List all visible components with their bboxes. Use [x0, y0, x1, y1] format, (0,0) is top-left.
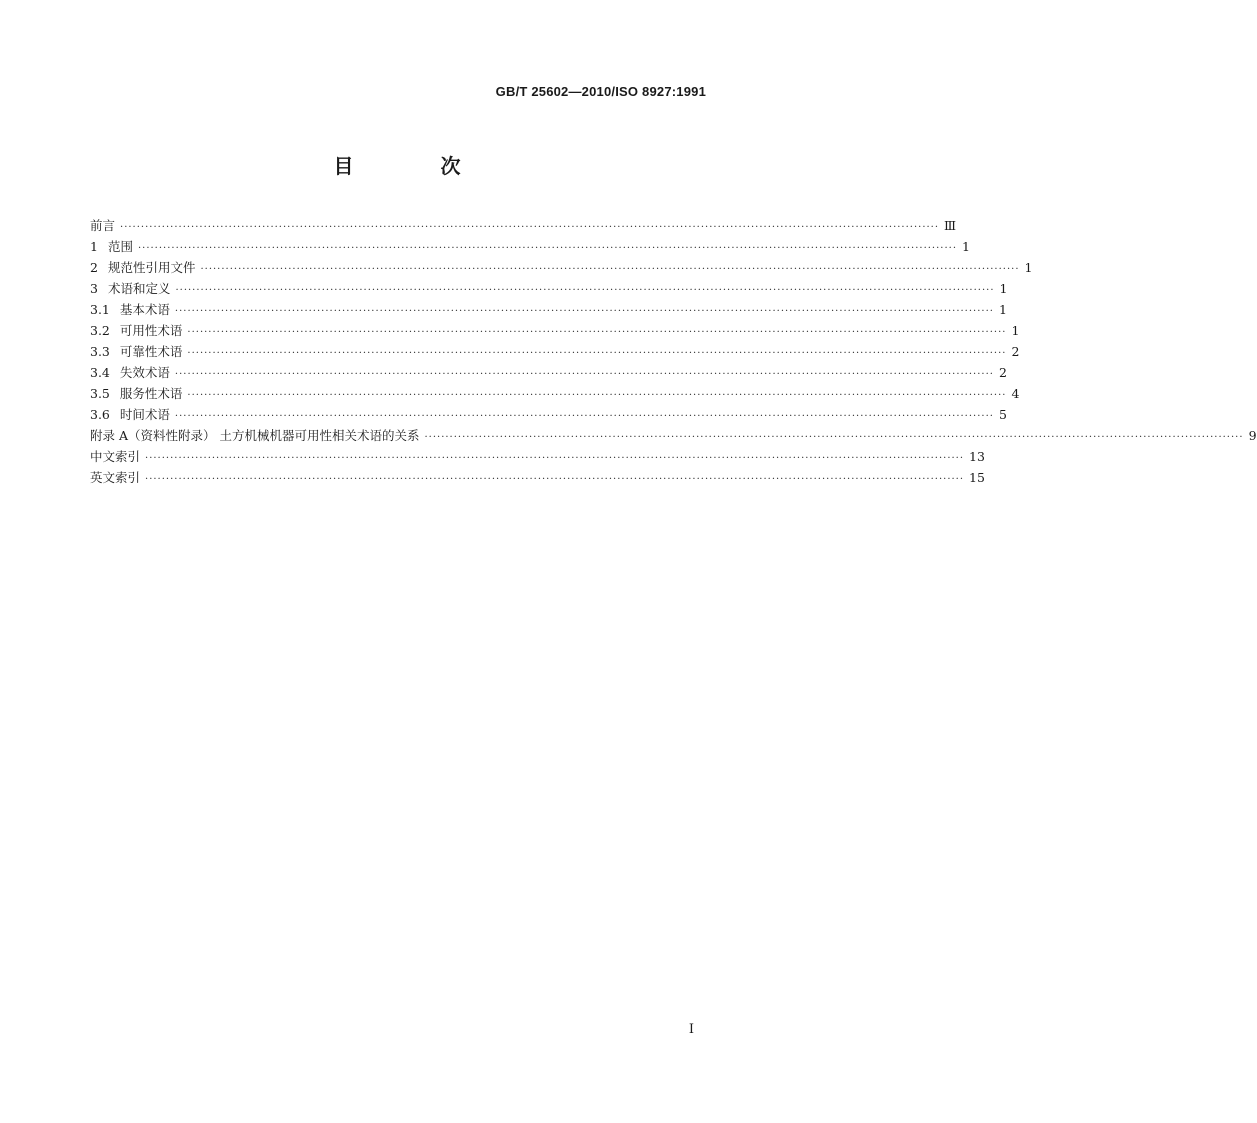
dot-leader: ····································································································································································································: [174, 369, 994, 380]
toc-entry-reliability-terms[interactable]: [90, 341, 1020, 362]
dot-leader: ····································································································································································································: [187, 327, 1007, 338]
toc-label: 中文索引: [90, 449, 141, 464]
toc-page-number: 9: [1248, 428, 1257, 443]
toc-section-number: 1: [90, 239, 98, 254]
toc-entry-time-terms[interactable]: [90, 404, 1007, 425]
toc-label: 3.1 基本术语: [90, 299, 170, 320]
toc-entry-serviceability-terms[interactable]: [90, 383, 1020, 404]
toc-entry-english-index[interactable]: [90, 467, 985, 488]
dot-leader: ····································································································································································································: [187, 390, 1007, 401]
toc-entry-availability-terms[interactable]: [90, 320, 1020, 341]
toc-entry-annex-a[interactable]: [90, 425, 1257, 446]
toc-label: 前言: [90, 218, 116, 233]
toc-label: 1 范围: [90, 236, 133, 257]
dot-leader: ····································································································································································································: [145, 453, 965, 464]
toc-page-number: 4: [1011, 386, 1020, 401]
toc-entry-failure-terms[interactable]: [90, 362, 1007, 383]
toc-page-number: 2: [998, 365, 1007, 380]
toc-page-number: 13: [969, 449, 985, 464]
toc-entry-scope[interactable]: [90, 236, 970, 257]
standard-number: GB/T 25602—2010/ISO 8927:1991: [495, 84, 706, 99]
toc-section-number: 3.2: [90, 323, 110, 338]
toc-page-number: 1: [999, 281, 1008, 296]
toc-label: 3.6 时间术语: [90, 404, 170, 425]
toc-entry-chinese-index[interactable]: [90, 446, 985, 467]
dot-leader: ····································································································································································································: [120, 222, 940, 233]
toc-label: 英文索引: [90, 470, 141, 485]
toc-entry-foreword[interactable]: [90, 215, 957, 236]
page-number: Ⅰ: [688, 1022, 694, 1037]
toc-label: 2 规范性引用文件: [90, 257, 195, 278]
toc-page-number: 15: [969, 470, 985, 485]
toc-section-number: 3.5: [90, 386, 110, 401]
toc-section-number: 3.3: [90, 344, 110, 359]
toc-entry-normative-references[interactable]: [90, 257, 1033, 278]
dot-leader: ····································································································································································································: [424, 432, 1244, 443]
toc-page-number: 2: [1011, 344, 1020, 359]
toc-label: 3.5 服务性术语: [90, 383, 182, 404]
toc-page-number: 1: [1011, 323, 1020, 338]
toc-section-number: 3: [90, 281, 98, 296]
toc-label: 3.3 可靠性术语: [90, 341, 182, 362]
dot-leader: ····································································································································································································: [145, 474, 965, 485]
dot-leader: ····································································································································································································: [175, 285, 995, 296]
toc-page-number: 1: [962, 239, 970, 254]
dot-leader: ····································································································································································································: [137, 243, 957, 254]
toc-entry-basic-terms[interactable]: [90, 299, 1007, 320]
toc-label: 3.4 失效术语: [90, 362, 170, 383]
toc-page-number: 1: [998, 302, 1007, 317]
toc-page-number: Ⅲ: [944, 218, 957, 233]
dot-leader: ····································································································································································································: [187, 348, 1007, 359]
toc-page-number: 1: [1024, 260, 1033, 275]
table-of-contents: [90, 215, 1257, 488]
dot-leader: ····································································································································································································: [200, 264, 1020, 275]
toc-label: 附录 A（资料性附录） 土方机械机器可用性相关术语的关系: [90, 428, 420, 443]
page-title: 目 次: [333, 154, 501, 178]
toc-page-number: 5: [998, 407, 1007, 422]
toc-section-number: 3.4: [90, 365, 110, 380]
toc-section-number: 3.6: [90, 407, 110, 422]
dot-leader: ····································································································································································································: [174, 411, 994, 422]
toc-section-number: 2: [90, 260, 98, 275]
toc-label: 3 术语和定义: [90, 278, 170, 299]
toc-section-number: 3.1: [90, 302, 110, 317]
toc-label: 3.2 可用性术语: [90, 320, 182, 341]
toc-entry-terms-definitions[interactable]: [90, 278, 1008, 299]
dot-leader: ····································································································································································································: [174, 306, 994, 317]
